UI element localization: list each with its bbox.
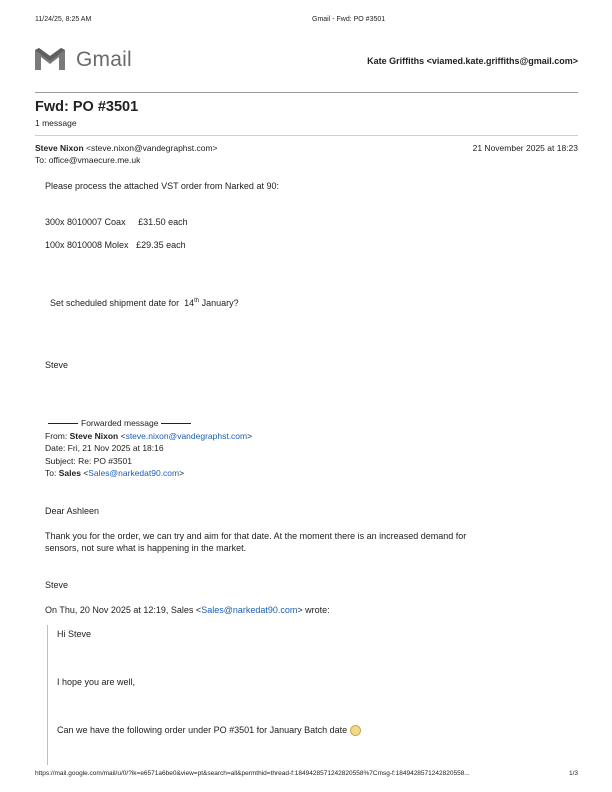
shipment-text-pre: Set scheduled shipment date for 14 bbox=[50, 298, 195, 308]
forwarded-header bbox=[45, 418, 194, 428]
print-page-title: Gmail - Fwd: PO #3501 bbox=[312, 16, 386, 23]
order-line-2: 100x 8010008 Molex £29.35 each bbox=[45, 240, 186, 250]
fwd-greeting: Dear Ashleen bbox=[45, 506, 100, 516]
fwd-body-line-1: Thank you for the order, we can try and aim for that date. At the moment there is an increased demand for bbox=[45, 531, 467, 541]
sender-name: Steve Nixon bbox=[35, 143, 84, 153]
account-name: Kate Griffiths bbox=[367, 56, 425, 66]
gmail-envelope-icon bbox=[33, 46, 67, 72]
wrote-pre: On Thu, 20 Nov 2025 at 12:19, Sales < bbox=[45, 605, 202, 615]
gmail-logo-text: Gmail bbox=[76, 48, 132, 71]
forwarded-date: Date: Fri, 21 Nov 2025 at 18:16 bbox=[45, 443, 164, 453]
shipment-text-sup: th bbox=[194, 298, 200, 304]
quoted-greeting: Hi Steve bbox=[57, 629, 92, 639]
quote-bar bbox=[47, 625, 48, 765]
fwd-to-name: Sales bbox=[58, 468, 81, 478]
subject-divider bbox=[35, 135, 578, 136]
shipment-question bbox=[45, 288, 239, 308]
forwarded-to: To: Sales <Sales@narkedat90.com> bbox=[45, 468, 185, 478]
thread-subject: Fwd: PO #3501 bbox=[35, 99, 139, 115]
fwd-from-email-link[interactable]: steve.nixon@vandegraphst.com bbox=[125, 431, 248, 441]
message-date: 21 November 2025 at 18:23 bbox=[472, 143, 578, 153]
sender-email: <steve.nixon@vandegraphst.com> bbox=[86, 143, 218, 153]
quoted-line-2-text: Can we have the following order under PO #3501 for January Batch date bbox=[57, 725, 348, 735]
print-footer-page: 1/3 bbox=[568, 770, 578, 777]
forward-rule-right bbox=[161, 423, 191, 424]
forwarded-from: From: Steve Nixon <steve.nixon@vandegraphst.com> bbox=[45, 431, 253, 441]
signoff: Steve bbox=[45, 360, 69, 370]
quoted-line-2 bbox=[57, 725, 361, 736]
forward-rule-left bbox=[48, 423, 78, 424]
fwd-to-email-link[interactable]: Sales@narkedat90.com bbox=[88, 468, 180, 478]
message-sender bbox=[35, 143, 218, 153]
fwd-to-label: To: bbox=[45, 468, 57, 478]
gmail-logo[interactable] bbox=[33, 46, 143, 74]
to-address: office@vmaecure.me.uk bbox=[48, 155, 141, 165]
account-info bbox=[367, 56, 578, 66]
smiley-emoji-icon bbox=[350, 725, 361, 736]
wrote-email-link[interactable]: Sales@narkedat90.com bbox=[201, 605, 298, 615]
fwd-from-name: Steve Nixon bbox=[69, 431, 119, 441]
body-line-1: Please process the attached VST order from Narked at 90: bbox=[45, 181, 279, 191]
forwarded-label: Forwarded message bbox=[81, 418, 159, 428]
forwarded-subject: Subject: Re: PO #3501 bbox=[45, 456, 132, 466]
order-line-1: 300x 8010007 Coax £31.50 each bbox=[45, 217, 188, 227]
message-to bbox=[35, 155, 140, 165]
wrote-post: > wrote: bbox=[297, 605, 330, 615]
message-count: 1 message bbox=[35, 118, 77, 128]
header-divider bbox=[35, 92, 578, 93]
shipment-text-post: January? bbox=[199, 298, 239, 308]
fwd-body-line-2: sensors, not sure what is happening in the market. bbox=[45, 543, 247, 553]
print-footer-url: https://mail.google.com/mail/u/0/?ik=e6571a6be0&view=pt&search=all&permthid=thread-f:1849428571242820558%7Cmsg-f:1849428571242820558... bbox=[35, 770, 470, 777]
print-datetime: 11/24/25, 8:25 AM bbox=[35, 16, 92, 23]
account-email: <viamed.kate.griffiths@gmail.com> bbox=[426, 56, 578, 66]
fwd-from-label: From: bbox=[45, 431, 68, 441]
fwd-signoff: Steve bbox=[45, 580, 69, 590]
to-label: To: bbox=[35, 155, 47, 165]
quoted-line-1: I hope you are well, bbox=[57, 677, 136, 687]
wrote-line bbox=[45, 605, 330, 615]
